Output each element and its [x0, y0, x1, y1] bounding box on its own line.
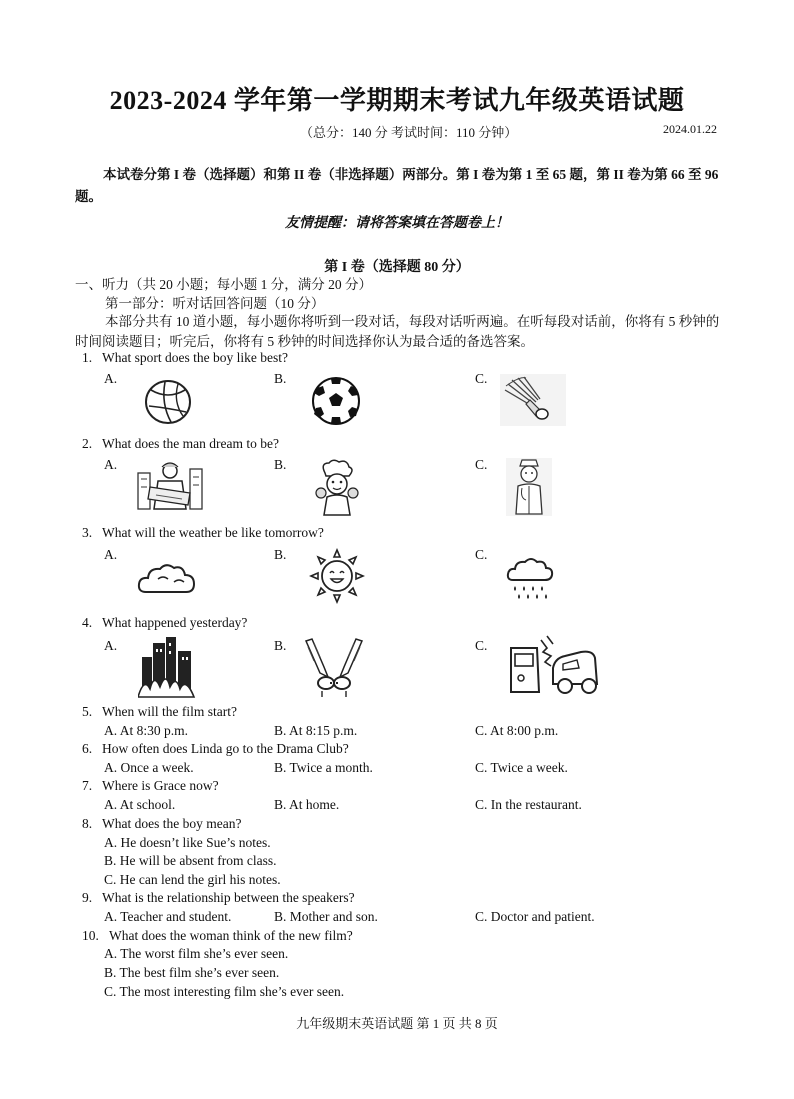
- q1-option-c[interactable]: C.: [475, 371, 488, 386]
- q5-option-a[interactable]: A. At 8:30 p.m.: [104, 723, 189, 738]
- q1-option-b[interactable]: B.: [274, 371, 287, 386]
- q9-option-a[interactable]: A. Teacher and student.: [104, 909, 232, 924]
- q9-option-c[interactable]: C. Doctor and patient.: [475, 909, 595, 924]
- shuttlecock-icon: [500, 374, 566, 426]
- q4-option-b[interactable]: B.: [274, 638, 287, 653]
- handcuffs-icon: [302, 637, 366, 699]
- q2-option-b[interactable]: B.: [274, 457, 287, 472]
- question-6-number: 6.: [82, 741, 93, 756]
- question-3-number: 3.: [82, 525, 93, 540]
- section-1-title: 第 I 卷（选择题 80 分）: [324, 260, 470, 275]
- rain-icon: [505, 556, 555, 602]
- page-footer: 九年级期末英语试题 第 1 页 共 8 页: [296, 1016, 498, 1031]
- exam-meta: （总分：140 分 考试时间：110 分钟）: [300, 125, 518, 140]
- architect-icon: [134, 459, 206, 517]
- q7-option-c[interactable]: C. In the restaurant.: [475, 797, 582, 812]
- q6-option-a[interactable]: A. Once a week.: [104, 760, 194, 775]
- q2-option-c[interactable]: C.: [475, 457, 488, 472]
- question-7-text: Where is Grace now?: [102, 778, 219, 793]
- chef-icon: [314, 459, 360, 517]
- question-4-number: 4.: [82, 615, 93, 630]
- q6-option-b[interactable]: B. Twice a month.: [274, 760, 373, 775]
- q8-option-a[interactable]: A. He doesn’t like Sue’s notes.: [104, 835, 271, 850]
- q9-option-b[interactable]: B. Mother and son.: [274, 909, 378, 924]
- sun-icon: [309, 548, 365, 604]
- question-1-text: What sport does the boy like best?: [102, 350, 288, 365]
- q10-option-c[interactable]: C. The most interesting film she’s ever seen.: [104, 984, 345, 999]
- reminder-text: 友情提醒：请将答案填在答题卷上！: [285, 216, 509, 231]
- question-6-text: How often does Linda go to the Drama Club?: [102, 741, 349, 756]
- question-3-text: What will the weather be like tomorrow?: [102, 525, 324, 540]
- question-8-text: What does the boy mean?: [102, 816, 242, 831]
- q10-option-a[interactable]: A. The worst film she’s ever seen.: [104, 946, 289, 961]
- q1-option-a[interactable]: A.: [104, 371, 118, 386]
- listening-instructions: 本部分共有 10 道小题，每小题你将听到一段对话，每段对话听两遍。在听每段对话前，你将有 5 秒钟的时间阅读题目；听完后，你将有 5 秒钟的时间选择你认为最合适的备选答案。: [75, 314, 720, 349]
- question-4-text: What happened yesterday?: [102, 615, 248, 630]
- soccer-ball-icon: [305, 376, 367, 426]
- q4-option-a[interactable]: A.: [104, 638, 118, 653]
- question-1-number: 1.: [82, 350, 93, 365]
- car-crash-icon: [507, 634, 599, 696]
- question-10-text: What does the woman think of the new film?: [109, 928, 353, 943]
- question-5-number: 5.: [82, 704, 93, 719]
- q3-option-b[interactable]: B.: [274, 547, 287, 562]
- listening-part1: 第一部分：听对话回答问题（10 分）: [105, 296, 325, 311]
- question-10-number: 10.: [82, 928, 99, 943]
- q5-option-c[interactable]: C. At 8:00 p.m.: [475, 723, 559, 738]
- doctor-icon: [506, 458, 552, 516]
- q8-option-c[interactable]: C. He can lend the girl his notes.: [104, 872, 281, 887]
- q6-option-c[interactable]: C. Twice a week.: [475, 760, 568, 775]
- q3-option-c[interactable]: C.: [475, 547, 488, 562]
- q7-option-a[interactable]: A. At school.: [104, 797, 176, 812]
- question-2-text: What does the man dream to be?: [102, 436, 279, 451]
- question-8-number: 8.: [82, 816, 93, 831]
- q5-option-b[interactable]: B. At 8:15 p.m.: [274, 723, 358, 738]
- q7-option-b[interactable]: B. At home.: [274, 797, 340, 812]
- exam-intro: 本试卷分第 I 卷（选择题）和第 II 卷（非选择题）两部分。第 I 卷为第 1 至 65 题，第 II 卷为第 66 至 96 题。: [75, 167, 719, 204]
- q3-option-a[interactable]: A.: [104, 547, 118, 562]
- q4-option-c[interactable]: C.: [475, 638, 488, 653]
- exam-title: 2023-2024 学年第一学期期末考试九年级英语试题: [109, 86, 685, 115]
- exam-date: 2024.01.22: [663, 122, 717, 136]
- q10-option-b[interactable]: B. The best film she’s ever seen.: [104, 965, 280, 980]
- question-5-text: When will the film start?: [102, 704, 237, 719]
- listening-heading: 一、听力（共 20 小题；每小题 1 分，满分 20 分）: [75, 277, 372, 292]
- city-fire-icon: [138, 635, 196, 699]
- cloud-icon: [136, 560, 198, 598]
- question-9-number: 9.: [82, 890, 93, 905]
- question-7-number: 7.: [82, 778, 93, 793]
- question-9-text: What is the relationship between the speakers?: [102, 890, 355, 905]
- q8-option-b[interactable]: B. He will be absent from class.: [104, 853, 277, 868]
- q2-option-a[interactable]: A.: [104, 457, 118, 472]
- question-2-number: 2.: [82, 436, 93, 451]
- volleyball-icon: [143, 378, 193, 426]
